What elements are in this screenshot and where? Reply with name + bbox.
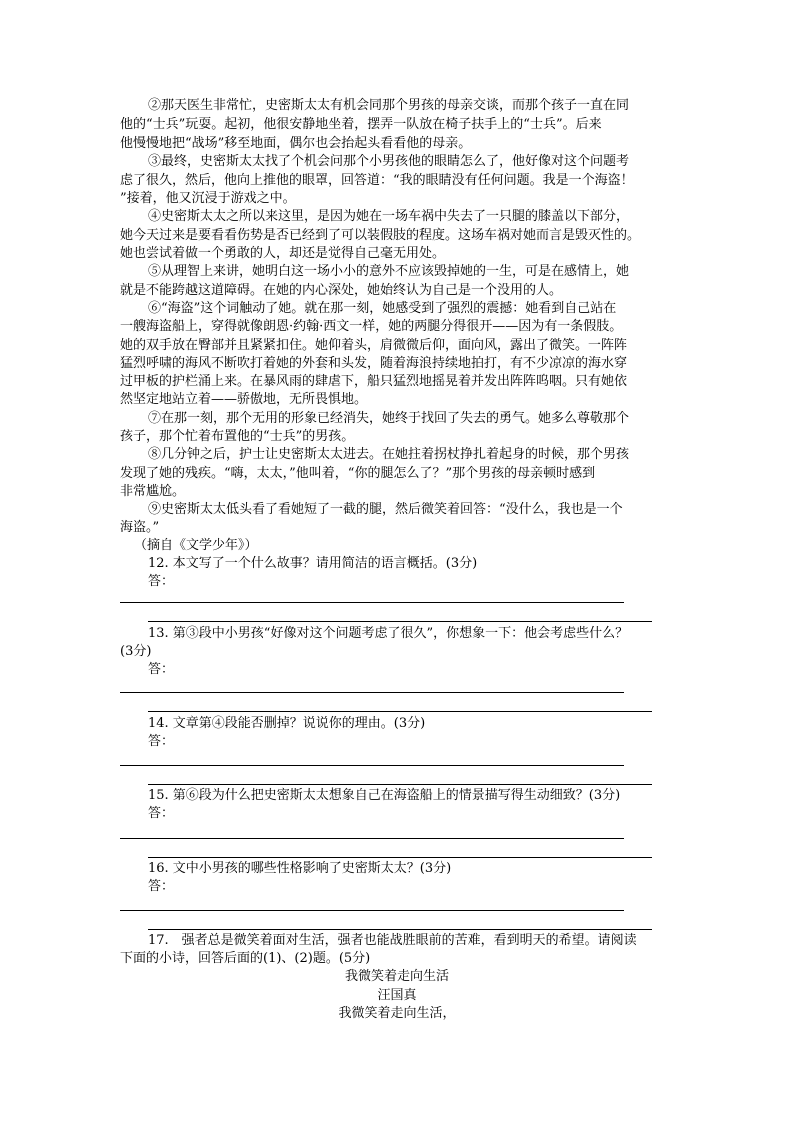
question-13-score: (3分) [120, 644, 152, 659]
paragraph-4-line: 她今天过来是要看看伤势是否已经到了可以装假肢的程度。这场车祸对她而言是毁灭性的。 [120, 228, 641, 243]
answer-label: 答： [148, 734, 175, 749]
answer-label: 答： [148, 662, 175, 677]
poem-line: 我微笑着走向生活， [338, 1006, 456, 1021]
answer-line[interactable] [148, 711, 652, 712]
answer-label: 答： [148, 806, 175, 821]
paragraph-3-line: ③最终，史密斯太太找了个机会问那个小男孩他的眼睛怎么了，他好像对这个问题考 [148, 154, 630, 169]
paragraph-5-line: 就是不能跨越这道障碍。在她的内心深处，她始终认为自己是一个没用的人。 [120, 283, 563, 298]
paragraph-6-line: 一艘海盗船上，穿得就像朗恩·约翰·西文一样，她的两腿分得很开——因为有一条假肢。 [120, 319, 623, 334]
source-citation: （摘自《文学少年》） [134, 538, 258, 553]
paragraph-3-line: 虑了很久，然后，他向上推他的眼罩，回答道：“我的眼睛没有任何问题。我是一个海盗！ [120, 173, 634, 188]
poem-author: 汪国真 [377, 988, 417, 1003]
paragraph-6-line: ⑥“海盗”这个词触动了她。就在那一刻，她感受到了强烈的震撼：她看到自己站在 [148, 301, 617, 316]
paragraph-7-line: 孩子，那个忙着布置他的“士兵”的男孩。 [120, 429, 355, 444]
question-17-line2: 下面的小诗，回答后面的(1)、(2)题。(5分) [120, 951, 371, 966]
question-15: 15. 第⑥段为什么把史密斯太太想象自己在海盗船上的情景描写得生动细致？(3分) [148, 788, 621, 803]
paragraph-6-line: 她的双手放在臀部并且紧紧扣住。她仰着头，肩微微后仰，面向风，露出了微笑。一阵阵 [120, 338, 628, 353]
paragraph-5-line: ⑤从理智上来讲，她明白这一场小小的意外不应该毁掉她的一生，可是在感情上，她 [148, 264, 630, 279]
question-17: 17. 强者总是微笑着面对生活，强者也能战胜眼前的苦难，看到明天的希望。请阅读 [148, 933, 637, 948]
paragraph-6-line: 猛烈呼啸的海风不断吹打着她的外套和头发，随着海浪持续地拍打，有不少凉凉的海水穿 [120, 356, 628, 371]
answer-label: 答： [148, 879, 175, 894]
paragraph-2-line: 他慢慢地把“战场”移至地面，偶尔也会抬起头看看他的母亲。 [120, 136, 472, 151]
answer-line[interactable] [120, 692, 624, 693]
answer-line[interactable] [148, 929, 652, 930]
paragraph-8-line: 非常尴尬。 [120, 484, 186, 499]
answer-line[interactable] [120, 765, 624, 766]
answer-line[interactable] [120, 602, 624, 603]
answer-line[interactable] [148, 621, 652, 622]
paragraph-8-line: ⑧几分钟之后，护士让史密斯太太进去。在她拄着拐杖挣扎着起身的时候，那个男孩 [148, 447, 630, 462]
paragraph-2-line: ②那天医生非常忙，史密斯太太有机会同那个男孩的母亲交谈，而那个孩子一直在同 [148, 98, 630, 113]
answer-line[interactable] [120, 838, 624, 839]
paragraph-7-line: ⑦在那一刻，那个无用的形象已经消失，她终于找回了失去的勇气。她多么尊敬那个 [148, 411, 630, 426]
answer-label: 答： [148, 574, 175, 589]
question-12: 12. 本文写了一个什么故事？请用简洁的语言概括。(3分) [148, 556, 478, 571]
answer-line[interactable] [120, 910, 624, 911]
answer-line[interactable] [148, 857, 652, 858]
paragraph-3-line: ”接着，他又沉浸于游戏之中。 [120, 191, 296, 206]
poem-title: 我微笑着走向生活 [344, 969, 449, 984]
question-13: 13. 第③段中小男孩“好像对这个问题考虑了很久”，你想象一下：他会考虑些什么？ [148, 626, 629, 641]
paragraph-4-line: 她也尝试着做一个勇敢的人，却还是觉得自己毫无用处。 [120, 246, 446, 261]
paragraph-8-line: 发现了她的残疾。“嗨，太太，”他叫着，“你的腿怎么了？”那个男孩的母亲顿时感到 [120, 466, 596, 481]
paragraph-6-line: 然坚定地站立着——骄傲地，无所畏惧地。 [120, 392, 368, 407]
paragraph-9-line: ⑨史密斯太太低头看了看她短了一截的腿，然后微笑着回答：“没什么，我也是一个 [148, 502, 623, 517]
question-14: 14. 文章第④段能否删掉？说说你的理由。(3分) [148, 716, 426, 731]
paragraph-2-line: 他的“士兵”玩耍。起初，他很安静地坐着，摆弄一队放在椅子扶手上的“士兵”。后来 [120, 117, 602, 132]
paragraph-6-line: 过甲板的护栏涌上来。在暴风雨的肆虐下，船只猛烈地摇晃着并发出阵阵呜咽。只有她依 [120, 374, 628, 389]
paragraph-4-line: ④史密斯太太之所以来这里，是因为她在一场车祸中失去了一只腿的膝盖以下部分， [148, 209, 630, 224]
question-16: 16. 文中小男孩的哪些性格影响了史密斯太太？(3分) [148, 861, 452, 876]
answer-line[interactable] [148, 784, 652, 785]
paragraph-9-line: 海盗。” [120, 520, 160, 535]
